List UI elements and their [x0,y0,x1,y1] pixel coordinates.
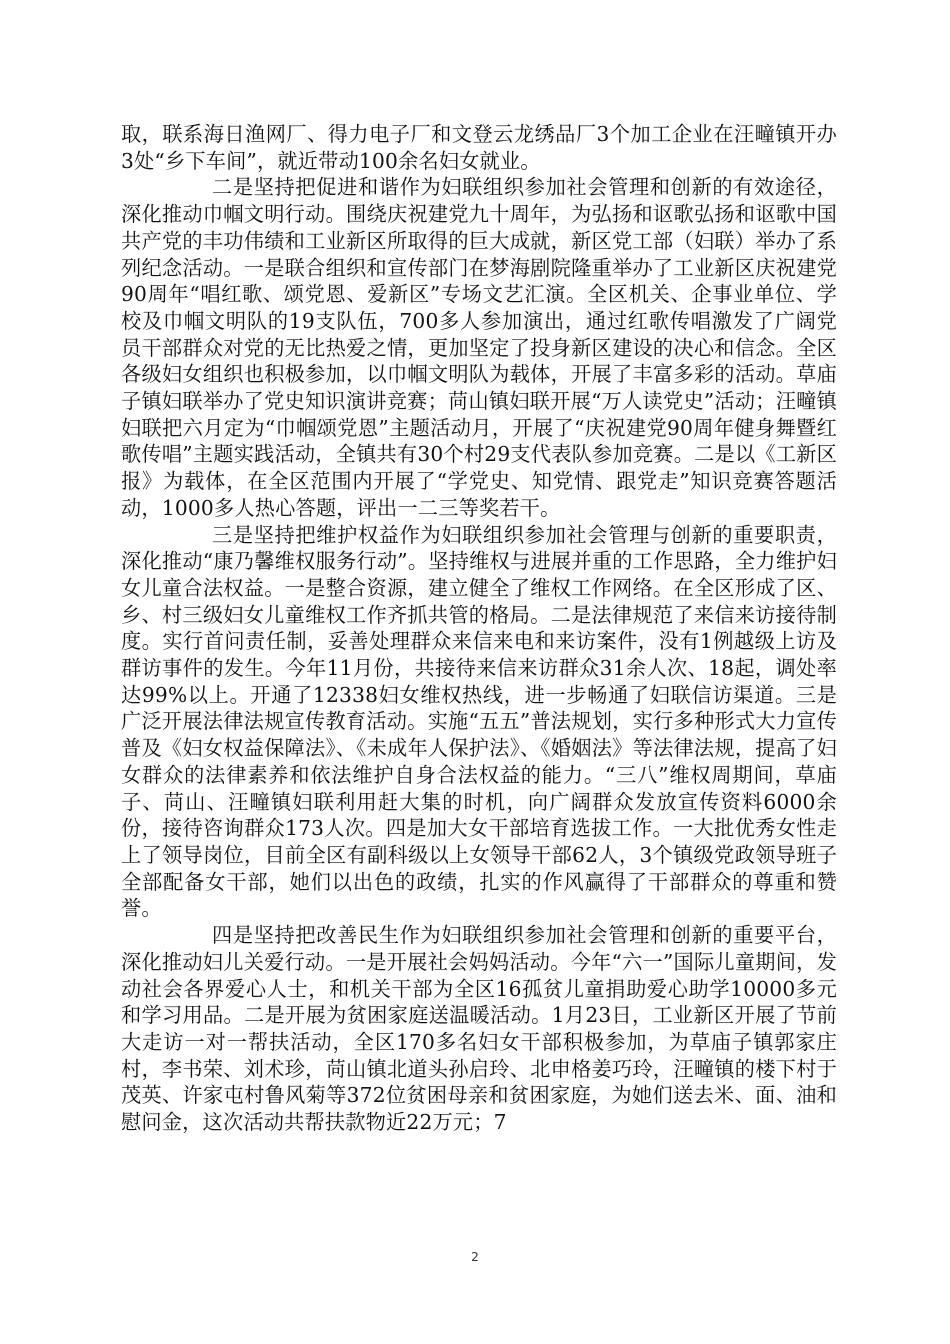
paragraph-continuation: 取，联系海日渔网厂、得力电子厂和文登云龙绣品厂3个加工企业在汪疃镇开办3处“乡下车间”，就近带动100余名妇女就业。 [121,122,837,173]
paragraph-item-two: 二是坚持把促进和谐作为妇联组织参加社会管理和创新的有效途径，深化推动巾帼文明行动。围绕庆祝建党九十周年，为弘扬和讴歌弘扬和讴歌中国共产党的丰功伟绩和工业新区所取得的巨大成就，新区党工部（妇联）举办了系列纪念活动。一是联合组织和宣传部门在梦海剧院隆重举办了工业新区庆祝建党90周年“唱红歌、颂党恩、爱新区”专场文艺汇演。全区机关、企事业单位、学校及巾帼文明队的19支队伍，700多人参加演出，通过红歌传唱激发了广阔党员干部群众对党的无比热爱之情，更加坚定了投身新区建设的决心和信念。全区各级妇女组织也积极参加，以巾帼文明队为载体，开展了丰富多彩的活动。草庙子镇妇联举办了党史知识演讲竞赛；苘山镇妇联开展“万人读党史”活动；汪疃镇妇联把六月定为“巾帼颂党恩”主题活动月，开展了“庆祝建党90周年健身舞暨红歌传唱”主题实践活动，全镇共有30个村29支代表队参加竞赛。二是以《工新区报》为载体，在全区范围内开展了“学党史、知党情、跟党走”知识竞赛答题活动，1000多人热心答题，评出一二三等奖若干。 [121,175,837,520]
page-number: 2 [471,1250,479,1264]
paragraph-item-three: 三是坚持把维护权益作为妇联组织参加社会管理与创新的重要职责，深化推动“康乃馨维权服务行动”。坚持维权与进展并重的工作思路，全力维护妇女儿童合法权益。一是整合资源，建立健全了维权工作网络。在全区形成了区、乡、村三级妇女儿童维权工作齐抓共管的格局。二是法律规范了来信来访接待制度。实行首问责任制，妥善处理群众来信来电和来访案件，没有1例越级上访及群访事件的发生。今年11月份，共接待来信来访群众31余人次、18起，调处率达99%以上。开通了12338妇女维权热线，进一步畅通了妇联信访渠道。三是广泛开展法律法规宣传教育活动。实施“五五”普法规划，实行多种形式大力宣传普及《妇女权益保障法》、《未成年人保护法》、《婚姻法》等法律法规，提高了妇女群众的法律素养和依法维护自身合法权益的能力。“三八”维权周期间，草庙子、苘山、汪疃镇妇联利用赶大集的时机，向广阔群众发放宣传资料6000余份，接待咨询群众173人次。四是加大女干部培育选拔工作。一大批优秀女性走上了领导岗位，目前全区有副科级以上女领导干部62人，3个镇级党政领导班子全部配备女干部，她们以出色的政绩，扎实的作风赢得了干部群众的尊重和赞誉。 [121,522,837,921]
document-body [121,121,837,1136]
paragraph-item-four: 四是坚持把改善民生作为妇联组织参加社会管理和创新的重要平台，深化推动妇儿关爱行动。一是开展社会妈妈活动。今年“六一”国际儿童期间，发动社会各界爱心人士，和机关干部为全区16孤贫儿童捐助爱心助学10000多元和学习用品。二是开展为贫困家庭送温暖活动。1月23日，工业新区开展了节前大走访一对一帮扶活动，全区170多名妇女干部积极参加，为草庙子镇郭家庄村，李书荣、刘术珍，苘山镇北道头孙启玲、北申格姜巧玲，汪疃镇的楼下村于茂英、许家屯村鲁风菊等372位贫困母亲和贫困家庭，为她们送去米、面、油和慰问金，这次活动共帮扶款物近22万元；7 [121,923,837,1135]
